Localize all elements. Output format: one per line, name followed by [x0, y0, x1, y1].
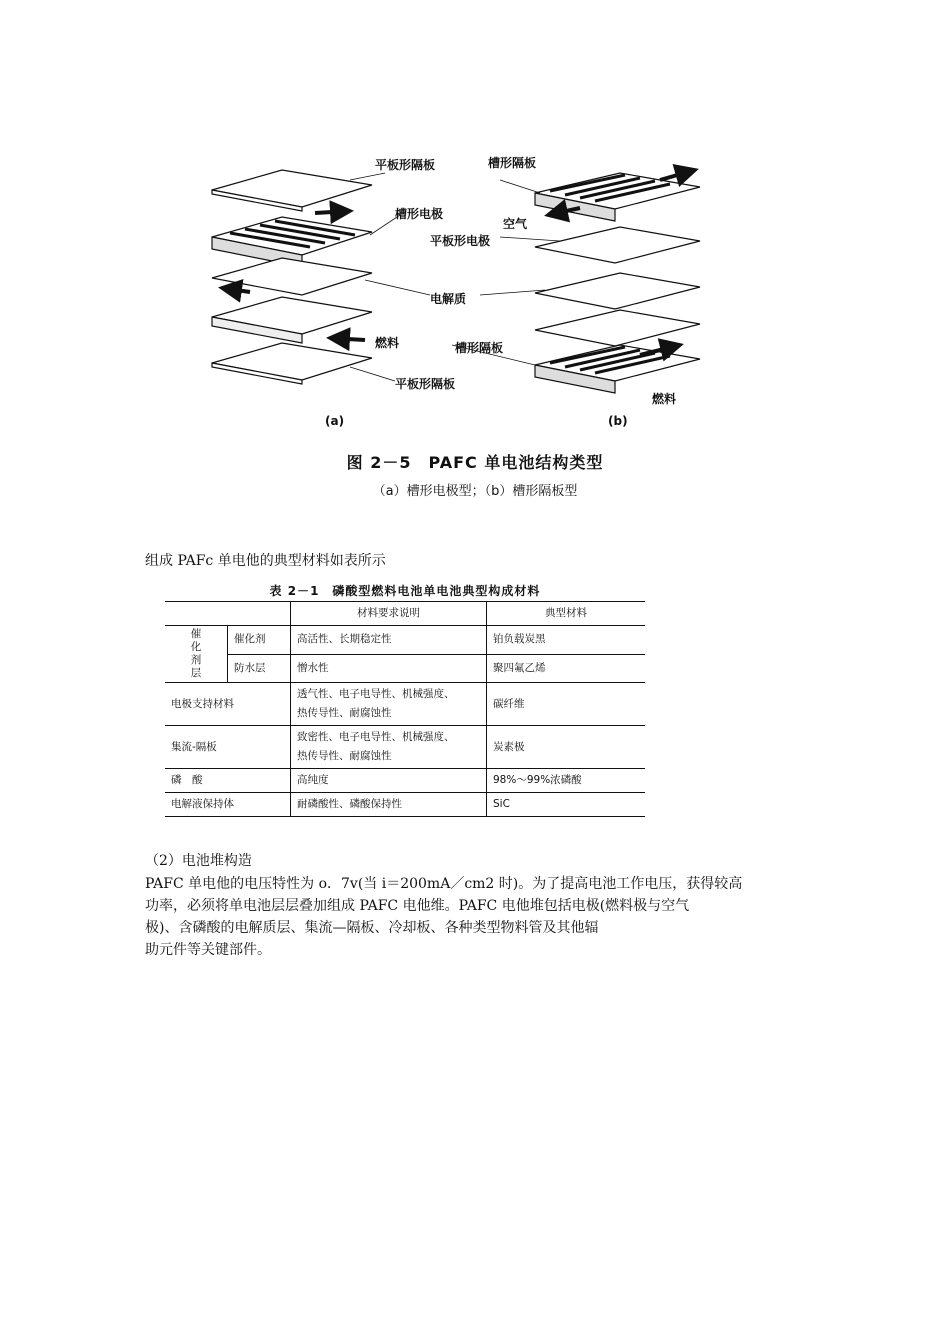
row-name: 防水层 — [228, 654, 291, 683]
row-name: 电极支持材料 — [165, 683, 291, 726]
paragraph-line: 功率，必须将单电池层层叠加组成 PAFC 电他维。PAFC 电他堆包括电极(燃料极与空气 — [145, 898, 690, 914]
row-name: 电解液保持体 — [165, 793, 291, 817]
table-row — [165, 726, 645, 769]
figure-subcaption: （a）槽形电极型；（b）槽形隔板型 — [372, 484, 578, 499]
stack-b — [535, 170, 700, 393]
paragraph-line: PAFC 单电他的电压特性为 o．7v(当 i＝200mA／cm2 时)。为了提高电池工作电压，获得较高 — [145, 876, 743, 892]
materials-table — [165, 601, 645, 817]
row-material: 碳纤维 — [487, 683, 646, 726]
row-material: 98%～99%浓磷酸 — [487, 769, 646, 793]
section-title: （2）电池堆构造 — [145, 853, 252, 869]
label-flat-electrode: 平板形电极 — [430, 234, 491, 248]
figure-caption: 图 2－5 PAFC 单电池结构类型 — [346, 453, 604, 472]
paragraph-line: 助元件等关键部件。 — [145, 942, 271, 958]
row-material: 炭素极 — [487, 726, 646, 769]
label-grooved-separator-bottom: 槽形隔板 — [455, 341, 504, 355]
row-material: 铂负载炭黑 — [487, 626, 646, 655]
intro-text: 组成 PAFc 单电他的典型材料如表所示 — [145, 553, 386, 569]
row-requirement: 高活性、长期稳定性 — [291, 626, 487, 655]
label-fuel-b: 燃料 — [652, 392, 677, 406]
row-requirement-line: 热传导性、耐腐蚀性 — [297, 750, 392, 762]
header-requirement: 材料要求说明 — [291, 602, 487, 626]
catalyst-layer-label: 催化剂层 — [190, 628, 202, 679]
row-material: SiC — [487, 793, 646, 817]
body-paragraph — [145, 873, 825, 961]
row-requirement-line: 热传导性、耐腐蚀性 — [297, 707, 392, 719]
label-fuel-a: 燃料 — [375, 336, 400, 350]
row-name: 催化剂 — [228, 626, 291, 655]
row-requirement — [291, 726, 487, 769]
label-grooved-electrode: 槽形电极 — [395, 207, 444, 221]
row-requirement: 耐磷酸性、磷酸保持性 — [291, 793, 487, 817]
row-name: 集流-隔板 — [165, 726, 291, 769]
cell-structure-figure — [200, 145, 740, 445]
row-requirement — [291, 683, 487, 726]
paragraph-line: 极)、含磷酸的电解质层、集流—隔板、冷却板、各种类型物料管及其他辐 — [145, 920, 599, 936]
table-header-row — [165, 602, 645, 626]
label-air: 空气 — [503, 217, 528, 231]
catalyst-layer-cell — [165, 626, 228, 683]
row-requirement-line: 透气性、电子电导性、机械强度、 — [297, 688, 455, 700]
row-name: 磷 酸 — [165, 769, 291, 793]
row-requirement-line: 致密性、电子电导性、机械强度、 — [297, 731, 455, 743]
label-sub-a: (a) — [325, 414, 345, 428]
stack-a — [212, 170, 372, 384]
table-row — [165, 654, 645, 683]
table-row — [165, 793, 645, 817]
label-grooved-separator-top: 槽形隔板 — [488, 156, 537, 170]
label-sub-b: (b) — [608, 414, 628, 428]
table-row — [165, 683, 645, 726]
label-flat-separator-top: 平板形隔板 — [375, 158, 436, 172]
header-typical: 典型材料 — [487, 602, 646, 626]
label-electrolyte: 电解质 — [430, 292, 467, 306]
table-row — [165, 626, 645, 655]
table-row — [165, 769, 645, 793]
row-material: 聚四氟乙烯 — [487, 654, 646, 683]
row-requirement: 高纯度 — [291, 769, 487, 793]
cell-structure-diagram — [200, 145, 740, 445]
row-requirement: 憎水性 — [291, 654, 487, 683]
table-title: 表 2－1 磷酸型燃料电池单电池典型构成材料 — [269, 584, 541, 598]
label-flat-separator-bottom: 平板形隔板 — [395, 377, 456, 391]
